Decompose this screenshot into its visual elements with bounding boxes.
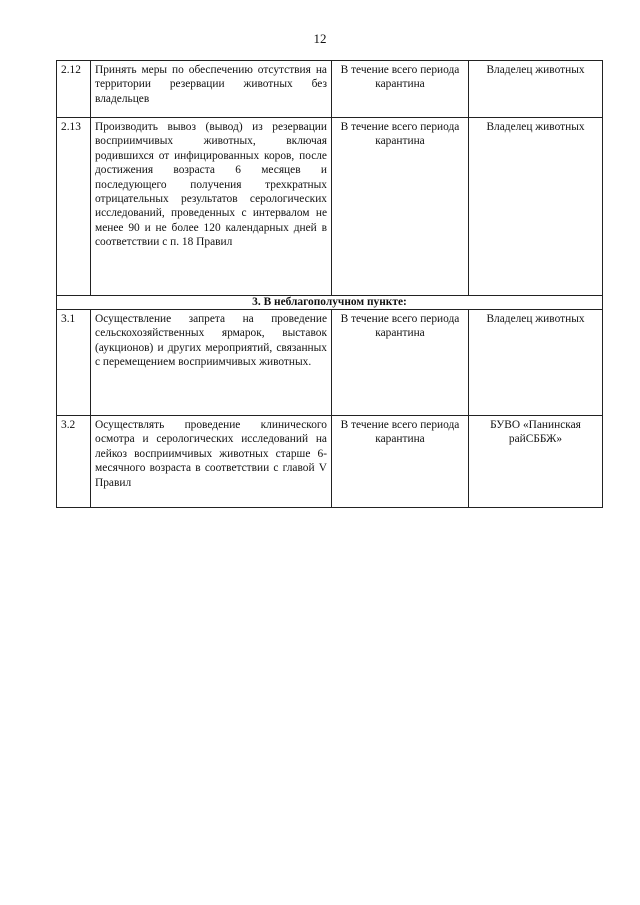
- table-row: [57, 61, 603, 118]
- measure-text: Производить вывоз (вывод) из резервации восприимчивых животных, включая родившихся от инфицированных коров, после достижения возраста 6 месяцев и последующего получения трехкратных отрицательных результатов серологических исследований, проведенных с интервалом не менее 90 и не более 120 календарных дней в соответствии с п. 18 Правил: [91, 118, 332, 296]
- measures-table: [56, 60, 603, 508]
- table-row: [57, 310, 603, 416]
- table-row: [57, 118, 603, 296]
- row-number: 2.12: [57, 61, 91, 118]
- measure-term: В течение всего периода карантина: [332, 118, 469, 296]
- section-heading-row: [57, 296, 603, 310]
- measure-text: Осуществление запрета на проведение сельскохозяйственных ярмарок, выставок (аукционов) и других мероприятий, связанных с перемещением восприимчивых животных.: [91, 310, 332, 416]
- measure-term: В течение всего периода карантина: [332, 61, 469, 118]
- measure-responsible: Владелец животных: [469, 61, 603, 118]
- measure-term: В течение всего периода карантина: [332, 416, 469, 508]
- measure-responsible: Владелец животных: [469, 310, 603, 416]
- page-number: 12: [313, 31, 327, 46]
- row-number: 3.1: [57, 310, 91, 416]
- section-heading: 3. В неблагополучном пункте:: [57, 296, 603, 310]
- table-row: [57, 416, 603, 508]
- measure-responsible: БУВО «Панинская райСББЖ»: [469, 416, 603, 508]
- measure-term: В течение всего периода карантина: [332, 310, 469, 416]
- row-number: 2.13: [57, 118, 91, 296]
- row-number: 3.2: [57, 416, 91, 508]
- measure-text: Принять меры по обеспечению отсутствия на территории резервации животных без владельцев: [91, 61, 332, 118]
- measure-text: Осуществлять проведение клинического осмотра и серологических исследований на лейкоз восприимчивых животных старше 6-месячного возраста в соответствии с главой V Правил: [91, 416, 332, 508]
- measure-responsible: Владелец животных: [469, 118, 603, 296]
